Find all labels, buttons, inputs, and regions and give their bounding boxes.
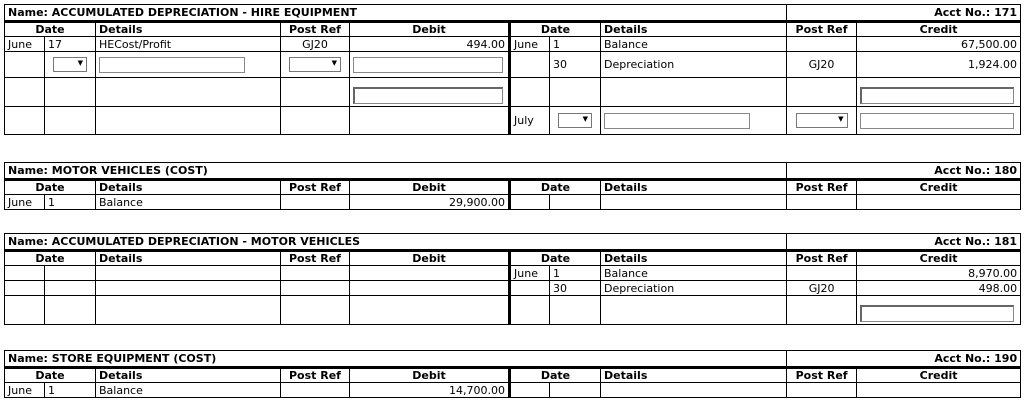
credit-month: June [510,37,550,52]
credit-details: Balance [601,37,787,52]
debit-post-ref: GJ20 [281,37,350,52]
debit-day: 1 [45,383,96,398]
table-row [5,296,1021,325]
debit-day-select[interactable] [53,57,87,72]
credit-day: 30 [550,281,601,296]
table-row [5,52,1021,78]
credit-total-input[interactable] [860,87,1014,104]
account-name: Name: ACCUMULATED DEPRECIATION - HIRE EQUIPMENT [5,5,787,22]
ledger-171 [4,4,1020,135]
table-row [5,78,1021,107]
header-debit: Debit [350,368,510,383]
debit-details: Balance [96,195,281,210]
ledger-190 [4,350,1020,398]
header-details: Details [601,251,787,266]
header-date: Date [5,22,96,37]
header-post-ref: Post Ref [787,368,857,383]
credit-month: July [510,107,550,135]
credit-post-ref: GJ20 [787,281,857,296]
header-date: Date [5,368,96,383]
header-post-ref: Post Ref [787,180,857,195]
debit-details: HECost/Profit [96,37,281,52]
header-date: Date [510,368,601,383]
credit-amount-input[interactable] [860,113,1014,129]
header-date: Date [5,251,96,266]
credit-amount: 1,924.00 [857,52,1021,78]
account-number: Acct No.: 171 [787,5,1021,22]
credit-details: Balance [601,266,787,281]
header-date: Date [510,22,601,37]
header-post-ref: Post Ref [787,251,857,266]
debit-details: Balance [96,383,281,398]
ledger-181 [4,233,1020,325]
credit-details: Depreciation [601,52,787,78]
header-credit: Credit [857,368,1021,383]
header-details: Details [601,22,787,37]
debit-details-input[interactable] [99,57,245,73]
account-name: Name: ACCUMULATED DEPRECIATION - MOTOR VEHICLES [5,234,787,251]
debit-day: 17 [45,37,96,52]
ledger-180 [4,162,1020,210]
credit-amount: 498.00 [857,281,1021,296]
credit-amount: 8,970.00 [857,266,1021,281]
debit-total-input[interactable] [353,87,503,104]
header-date: Date [5,180,96,195]
header-post-ref: Post Ref [787,22,857,37]
credit-post-ref-select[interactable] [796,113,848,128]
header-details: Details [601,180,787,195]
debit-amount-input[interactable] [353,57,503,73]
header-details: Details [96,251,281,266]
table-row [5,281,1021,296]
header-post-ref: Post Ref [281,251,350,266]
credit-day: 30 [550,52,601,78]
credit-details: Depreciation [601,281,787,296]
credit-day: 1 [550,37,601,52]
header-post-ref: Post Ref [281,22,350,37]
header-details: Details [96,22,281,37]
table-row [5,37,1021,52]
header-credit: Credit [857,251,1021,266]
credit-total-input[interactable] [860,305,1014,322]
account-number: Acct No.: 180 [787,163,1021,180]
debit-amount: 29,900.00 [350,195,510,210]
header-details: Details [601,368,787,383]
account-name: Name: STORE EQUIPMENT (COST) [5,351,787,368]
credit-post-ref [787,37,857,52]
header-date: Date [510,251,601,266]
credit-day: 1 [550,266,601,281]
credit-month: June [510,266,550,281]
credit-amount: 67,500.00 [857,37,1021,52]
debit-month: June [5,37,45,52]
account-name: Name: MOTOR VEHICLES (COST) [5,163,787,180]
header-credit: Credit [857,180,1021,195]
table-row [5,195,1021,210]
header-date: Date [510,180,601,195]
account-number: Acct No.: 181 [787,234,1021,251]
header-post-ref: Post Ref [281,180,350,195]
debit-amount: 494.00 [350,37,510,52]
header-debit: Debit [350,251,510,266]
header-debit: Debit [350,180,510,195]
table-row [5,107,1021,135]
header-post-ref: Post Ref [281,368,350,383]
table-row [5,383,1021,398]
header-details: Details [96,368,281,383]
debit-amount: 14,700.00 [350,383,510,398]
header-credit: Credit [857,22,1021,37]
account-number: Acct No.: 190 [787,351,1021,368]
debit-month: June [5,383,45,398]
debit-month: June [5,195,45,210]
table-row [5,266,1021,281]
credit-day-select[interactable] [558,113,592,128]
header-debit: Debit [350,22,510,37]
debit-post-ref-select[interactable] [289,57,341,72]
credit-details-input[interactable] [604,113,750,129]
credit-post-ref: GJ20 [787,52,857,78]
header-details: Details [96,180,281,195]
credit-month [510,52,550,78]
debit-day: 1 [45,195,96,210]
